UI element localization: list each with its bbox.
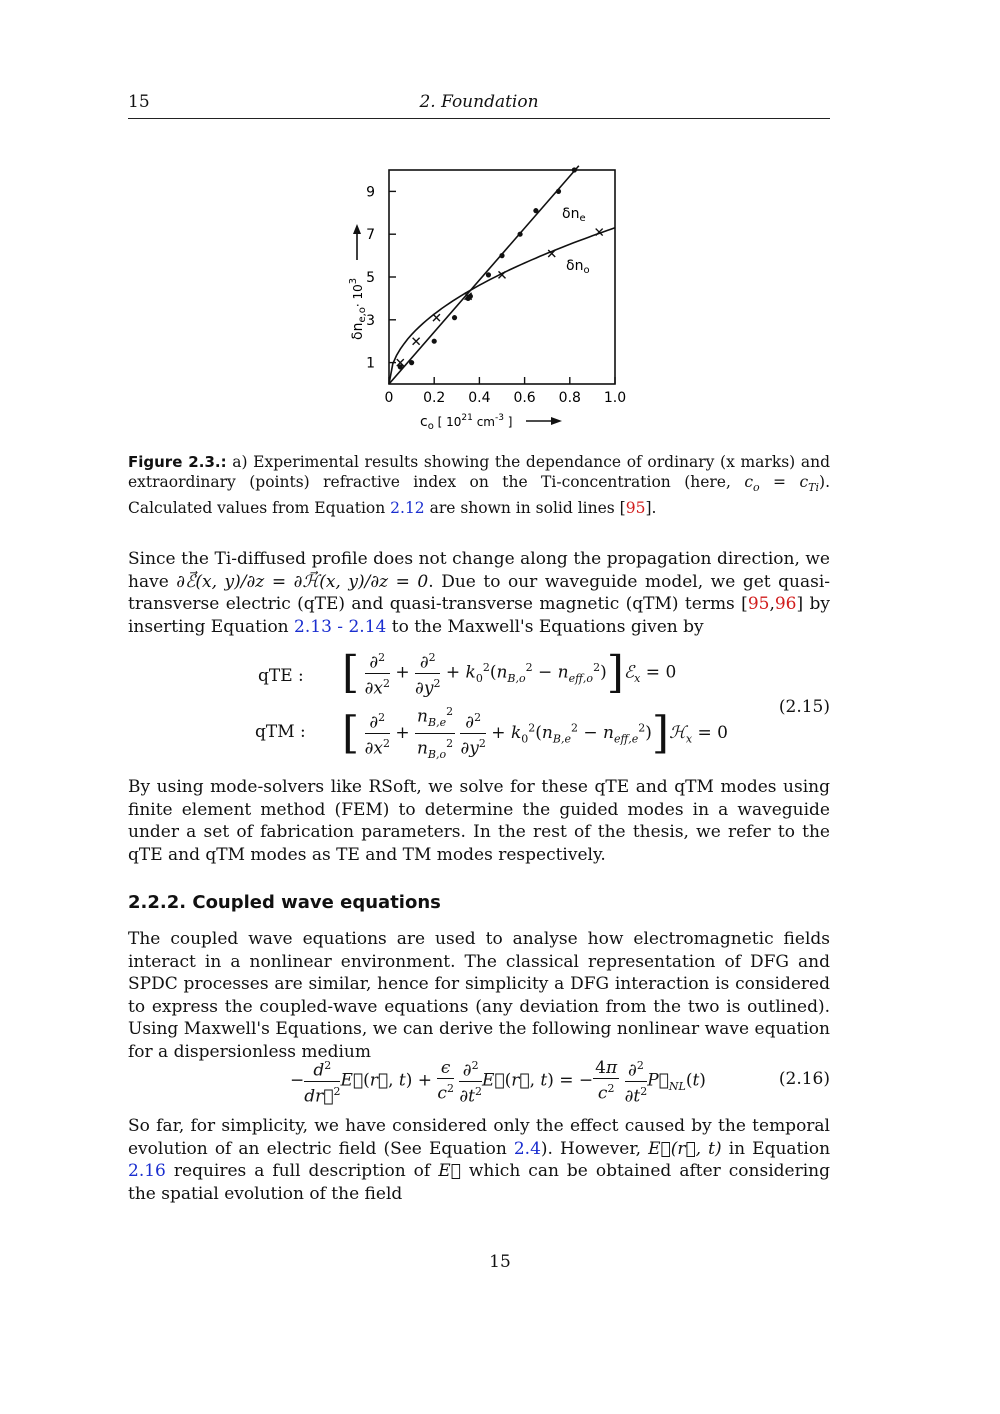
x-tick-label: 0.6 bbox=[513, 390, 536, 406]
caption-label: Figure 2.3.: bbox=[128, 453, 227, 471]
x-tick-label: 1.0 bbox=[603, 390, 627, 406]
svg-text:co [ 1021 cm-3 ]: $c_o$ [ $10^{21}$ $cm^{-3}$ ] bbox=[420, 413, 513, 432]
equation-link[interactable]: 2.14 bbox=[348, 616, 387, 637]
curve-delta-no bbox=[389, 228, 615, 384]
data-point-no bbox=[413, 338, 420, 345]
citation-link[interactable]: 96 bbox=[774, 594, 797, 615]
inline-math: ℰ⃗(x, y)/∂z = ∂ℋ⃗(x, y)/∂z = 0 bbox=[185, 571, 429, 592]
data-point-ne bbox=[572, 167, 577, 172]
equation-link[interactable]: 2.12 bbox=[390, 499, 425, 518]
data-point-ne bbox=[499, 253, 504, 258]
label-delta-ne: $\delta n_e$ bbox=[562, 206, 586, 224]
data-point-ne bbox=[486, 272, 491, 277]
data-point-no bbox=[433, 314, 440, 321]
equation-qte: [ $\frac{\partial^2}{\partial x^2}$ + $\frac{\partial^2}{\partial y^2}$ + $k_0^2(n_{B,o}^2$ − $n_{eff,o}^2)]ℰ_x = 0$ bbox=[342, 647, 677, 699]
equation-link[interactable]: 2.4 bbox=[513, 1138, 541, 1159]
x-axis-label bbox=[420, 413, 562, 432]
y-tick-label: 3 bbox=[366, 312, 375, 329]
y-tick-label: 1 bbox=[366, 355, 375, 372]
footer-page-number: 15 bbox=[489, 1252, 511, 1272]
section-heading: 2.2.2. Coupled wave equations bbox=[128, 892, 441, 913]
x-tick-label: 0 bbox=[384, 390, 394, 406]
x-tick-label: 0.4 bbox=[468, 390, 491, 406]
y-tick-label: 7 bbox=[366, 227, 375, 244]
equation-number-2-15: (2.15) bbox=[778, 697, 830, 717]
label-delta-no: $\delta n_o$ bbox=[566, 258, 590, 276]
header-chapter-title: 2. Foundation bbox=[419, 92, 539, 112]
y-tick-label: 5 bbox=[366, 270, 375, 286]
equation-number-2-16: (2.16) bbox=[778, 1069, 830, 1089]
equation-qtm-label: qTM : bbox=[255, 722, 306, 742]
plot-frame bbox=[389, 170, 615, 384]
svg-text:δne,o· 103: $\delta n_{e,o}\cdot 10^3$ bbox=[348, 277, 368, 340]
data-point-ne bbox=[409, 360, 414, 365]
x-tick-label: 0.2 bbox=[423, 390, 446, 406]
data-point-ne bbox=[533, 208, 538, 213]
citation-link[interactable]: 95 bbox=[747, 594, 770, 615]
equation-qtm: [ $\frac{\partial^2}{\partial x^2}$ + $\frac{n_{B,e}^2}{n_{B,o}^2}$ $\frac{\partial^2}{\partial y^2}$ + $k_0^2(n_{B,e}^2$ − $n_{eff,e}^2)]ℋ_x = 0$ bbox=[342, 702, 728, 765]
running-header bbox=[128, 92, 830, 119]
paragraph-coupled-wave: The coupled wave equations are used to analyse how electromagnetic fields interact in a nonlinear environment. The classical representation of DFG and SPDC processes are similar, hence for simplicity a DFG interaction is considered to express the coupled-wave equations (any deviation from the two is outlined). Using Maxwell's Equations, we can derive the following nonlinear wave equation for a dispersionless medium bbox=[128, 929, 830, 1062]
paragraph-temporal-evolution: So far, for simplicity, we have considered only the effect caused by the temporal evolution of an electric field (See Equation 2.4). However, E⃗(r⃗, t) in Equation 2.16 requires a full description of E⃗ which can be obtained after considering the spatial evolution of the field bbox=[128, 1116, 831, 1204]
equation-link[interactable]: 2.16 bbox=[128, 1161, 166, 1182]
equation-wave: − $\frac{d^2}{dr⃗^2}$ E⃗(r⃗, t) + $\frac{\epsilon}{c^2}$ $\frac{\partial^2}{\partial t^2}$ E⃗(r⃗, t) = − $\frac{4\pi}{c^2}$ $\frac{\partial^2}{\partial t^2}$ $P⃗_{NL}(t)$ bbox=[290, 1056, 706, 1106]
refractive-index-chart bbox=[340, 160, 640, 440]
header-page-number: 15 bbox=[128, 92, 150, 112]
data-point-ne bbox=[432, 339, 437, 344]
y-tick-label: 9 bbox=[366, 184, 375, 201]
x-tick-label: 0.8 bbox=[558, 390, 581, 406]
data-point-ne bbox=[556, 189, 561, 194]
paragraph-mode-solvers: By using mode-solvers like RSoft, we solve for these qTE and qTM modes using finite element method (FEM) to determine the guided modes in a waveguide under a set of fabrication parameters. In the rest of the thesis, we refer to the qTE and qTM modes as TE and TM modes respectively. bbox=[128, 777, 830, 865]
paragraph-ti-diffused: Since the Ti-diffused profile does not change along the propagation direction, we have ∂ℰ⃗(x, y)/∂z = ∂ℋ⃗(x, y)/∂z = 0. Due to our waveguide model, we get quasi-transverse electric (qTE) and quasi-transverse magnetic (qTM) terms [95,96] by inserting Equation 2.13 - 2.14 to the Maxwell's Equations given by bbox=[128, 549, 831, 637]
figure-2-3 bbox=[340, 160, 640, 440]
curve-delta-ne bbox=[389, 166, 579, 384]
data-point-ne bbox=[517, 232, 522, 237]
citation-link[interactable]: 95 bbox=[625, 499, 646, 518]
figure-caption: Figure 2.3.: a) Experimental results showing the dependance of ordinary (x marks) and extraordinary (points) refractive index on the Ti-concentration (here, $c_o = c_{Ti}$). Calculated values from Equation 2.12 are shown in solid lines [95]. bbox=[128, 453, 830, 518]
equation-qte-label: qTE : bbox=[258, 666, 304, 686]
equation-link[interactable]: 2.13 bbox=[294, 616, 332, 637]
data-point-ne bbox=[452, 315, 457, 320]
y-axis-label bbox=[348, 224, 368, 340]
